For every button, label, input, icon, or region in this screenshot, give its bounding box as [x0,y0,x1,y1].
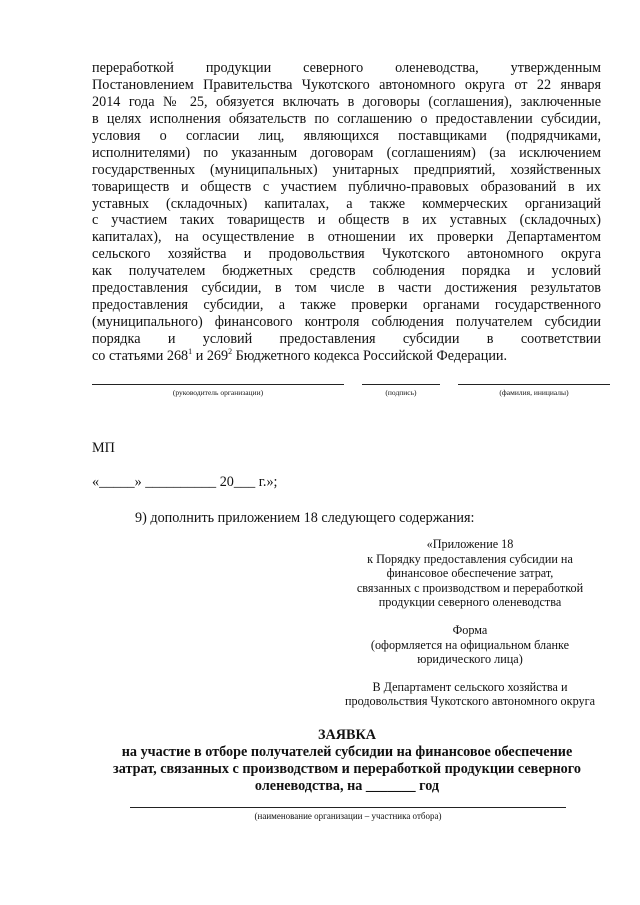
signature-row [92,384,610,414]
body-line: в целях исполнения обязательств по соглашению о предоставлении субсидии, [92,110,601,127]
body-line: уставных (складочных) капиталах, а также коммерческих организаций [92,195,601,212]
superscript-2: 2 [228,346,233,356]
body-line: капиталах), на осуществление в отношении их проверки Департаментом [92,229,601,246]
annex-header-line: «Приложение 18 [426,537,514,551]
form-note-line: Форма [452,622,488,637]
form-note-line: юридического лица) [417,652,523,667]
body-line: Постановлением Правительства Чукотского автономного округа от 22 января [92,76,601,93]
title-line: ЗАЯВКА [318,727,376,743]
signature-head-caption: (руководитель организации) [92,384,344,397]
organization-name-caption: (наименование организации – участника отбора) [130,807,566,821]
title-line: оленеводства, на _______ год [254,778,440,794]
body-line: как получателем бюджетных средств соблюдения порядка и условий [92,263,601,280]
body-line: 2014 года № 25, обязуется включать в договоры (соглашения), заключенные [92,93,601,110]
form-note-line: (оформляется на официальном бланке [370,637,570,652]
body-line: с участием таких товариществ и обществ в их уставных (складочных) [92,212,601,229]
body-line: предоставления субсидии, в том числе в части достижения результатов [92,280,601,297]
annex-header-line: продукции северного оленеводства [378,595,562,610]
item-9-text: 9) дополнить приложением 18 следующего содержания: [135,510,475,526]
body-last-mid: и 269 [192,347,229,364]
body-paragraph [92,60,601,365]
body-line: исполнителями) по указанным договорам (соглашениям) (за исключением [92,144,601,161]
body-line: предоставления субсидии, а также проверки органами государственного [92,297,601,314]
body-last-prefix: со статьями 268 [92,347,189,364]
date-line: «_____» __________ 20___ г.»; [92,474,278,490]
signature-name-caption: (фамилия, инициалы) [458,384,610,397]
body-last-suffix: Бюджетного кодекса Российской Федерации. [232,347,508,364]
body-line: товариществ и обществ с участием публично-правовых образований в их [92,178,601,195]
body-line: порядка и условий предоставления субсидии в соответствии [92,331,601,347]
body-line: сельского хозяйства и продовольствия Чукотского автономного округа [92,246,601,263]
body-line: условия о согласии лиц, являющихся поставщиками (подрядчиками, [92,127,601,144]
body-line: государственных (муниципальных) унитарных предприятий, хозяйственных [92,161,601,178]
signature-sign-caption: (подпись) [362,384,440,397]
annex-header-line: финансовое обеспечение затрат, [386,566,554,581]
addressee-line: продовольствия Чукотского автономного округа [344,694,596,709]
annex-header-line: связанных с производством и переработкой [356,580,584,595]
body-line: (муниципального) финансового контроля соблюдения получателем субсидии [92,314,601,331]
application-title [92,727,602,795]
annex-block [320,537,620,709]
stamp-place-label: МП [92,440,115,456]
addressee-line: В Департамент сельского хозяйства и [372,679,568,694]
body-line-last [92,348,601,365]
body-line: переработкой продукции северного оленеводства, утвержденным [92,60,601,76]
title-line: затрат, связанных с производством и переработкой продукции северного [113,761,581,777]
superscript-1: 1 [188,346,193,356]
title-line: на участие в отборе получателей субсидии на финансовое обеспечение [121,744,573,760]
annex-header-line: к Порядку предоставления субсидии на [367,551,573,566]
